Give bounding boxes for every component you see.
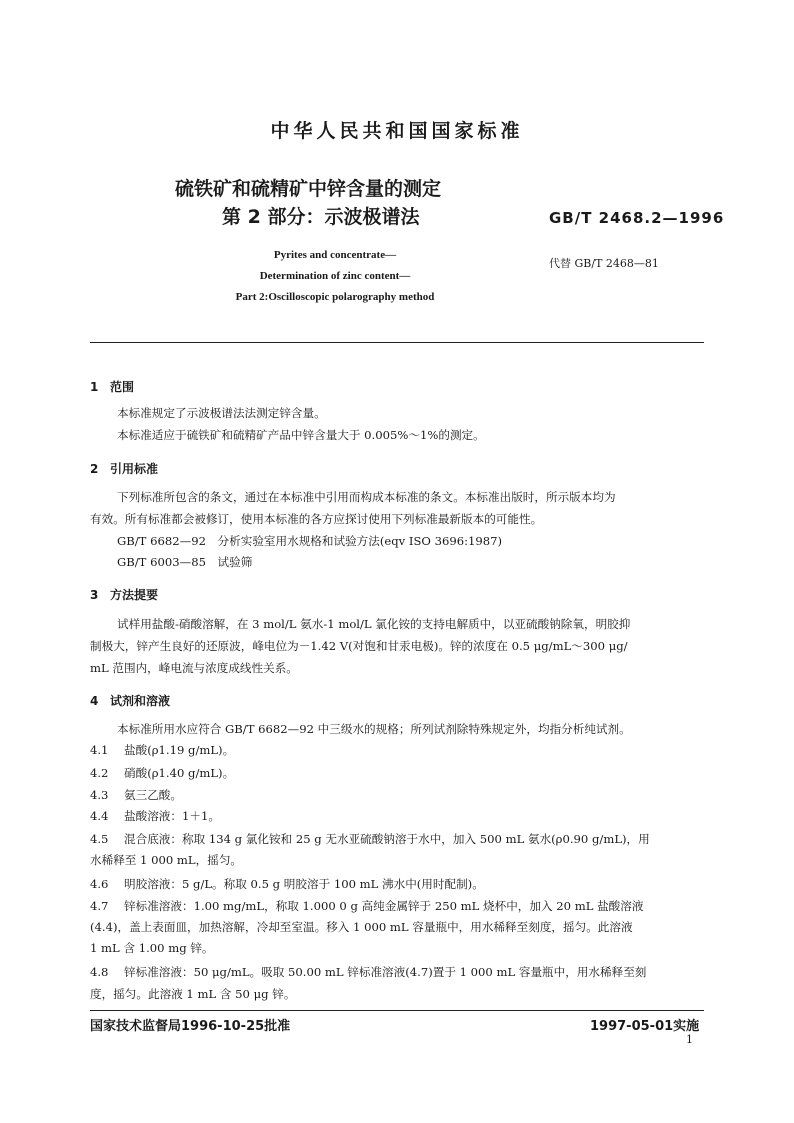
paragraph: 下列标准所包含的条文，通过在本标准中引用而构成本标准的条文。本标准出版时，所示版本均为 xyxy=(117,490,616,504)
item-number: 4.6 xyxy=(90,877,109,891)
english-title-line-2: Determination of zinc content— xyxy=(259,270,411,282)
footer-divider xyxy=(90,1010,704,1011)
paragraph: 本标准适应于硫铁矿和硫精矿产品中锌含量大于 0.005%～1%的测定。 xyxy=(117,428,485,442)
paragraph: mL 范围内，峰电流与浓度成线性关系。 xyxy=(90,661,298,675)
item-text: 明胶溶液：5 g/L。称取 0.5 g 明胶溶于 100 mL 沸水中(用时配制)。 xyxy=(124,877,484,891)
item-number: 4.3 xyxy=(90,788,109,802)
section-number: 1 xyxy=(90,380,99,394)
paragraph: 制极大，锌产生良好的还原波，峰电位为－1.42 V(对饱和甘汞电极)。锌的浓度在 0.5 μg/mL～300 μg/ xyxy=(90,639,628,653)
title-line-2: 第 2 部分：示波极谱法 xyxy=(222,206,420,228)
item-continuation: (4.4)，盖上表面皿，加热溶解，冷却至室温。移入 1 000 mL 容量瓶中，用水稀释至刻度，摇匀。此溶液 xyxy=(90,920,633,934)
section-number: 2 xyxy=(90,462,99,476)
item-number: 4.4 xyxy=(90,809,109,823)
list-item xyxy=(90,831,650,847)
title-divider xyxy=(90,342,704,343)
item-text: 混合底液：称取 134 g 氯化铵和 25 g 无水亚硫酸钠溶于水中，加入 500 mL 氨水(ρ0.90 g/mL)，用 xyxy=(124,832,650,846)
section-number: 3 xyxy=(90,588,99,602)
list-item xyxy=(90,876,484,892)
item-text: 硝酸(ρ1.40 g/mL)。 xyxy=(124,766,235,780)
page-number: 1 xyxy=(686,1033,693,1046)
item-text: 盐酸溶液：1＋1。 xyxy=(124,809,220,823)
title-line-1: 硫铁矿和硫精矿中锌含量的测定 xyxy=(175,178,442,200)
list-item xyxy=(90,964,646,980)
section-title: 试剂和溶液 xyxy=(110,694,171,708)
section-heading-4 xyxy=(90,692,170,709)
section-heading-2 xyxy=(90,460,158,477)
reference-standard: GB/T 6003—85 试验筛 xyxy=(117,555,253,569)
item-number: 4.8 xyxy=(90,965,109,979)
section-title: 范围 xyxy=(110,380,135,394)
standard-number: GB/T 2468.2—1996 xyxy=(549,209,725,227)
list-item xyxy=(90,765,234,781)
paragraph: 本标准所用水应符合 GB/T 6682—92 中三级水的规格；所列试剂除特殊规定外，均指分析纯试剂。 xyxy=(117,722,631,736)
item-continuation: 度，摇匀。此溶液 1 mL 含 50 μg 锌。 xyxy=(90,987,296,1001)
item-text: 氨三乙酸。 xyxy=(124,788,182,802)
reference-standard: GB/T 6682—92 分析实验室用水规格和试验方法(eqv ISO 3696:1987) xyxy=(117,534,503,548)
item-text: 盐酸(ρ1.19 g/mL)。 xyxy=(124,743,235,757)
section-heading-3 xyxy=(90,586,158,603)
implementation-date: 1997-05-01实施 xyxy=(590,1019,700,1034)
national-standard-header: 中华人民共和国国家标准 xyxy=(270,120,524,142)
item-number: 4.5 xyxy=(90,832,109,846)
item-text: 锌标准溶液：1.00 mg/mL，称取 1.000 0 g 高纯金属锌于 250 mL 烧杯中，加入 20 mL 盐酸溶液 xyxy=(124,899,644,913)
approval-note: 国家技术监督局1996-10-25批准 xyxy=(90,1019,291,1034)
paragraph: 本标准规定了示波极谱法法测定锌含量。 xyxy=(117,406,326,420)
item-number: 4.7 xyxy=(90,899,109,913)
english-title-line-3: Part 2:Oscilloscopic polarography method xyxy=(235,291,435,303)
english-title-line-1: Pyrites and concentrate— xyxy=(273,249,397,261)
list-item xyxy=(90,787,182,803)
paragraph: 有效。所有标准都会被修订，使用本标准的各方应探讨使用下列标准最新版本的可能性。 xyxy=(90,512,543,526)
section-number: 4 xyxy=(90,694,99,708)
item-continuation: 1 mL 含 1.00 mg 锌。 xyxy=(90,941,214,955)
list-item xyxy=(90,808,220,824)
item-number: 4.2 xyxy=(90,766,109,780)
paragraph: 试样用盐酸-硝酸溶解，在 3 mol/L 氨水-1 mol/L 氯化铵的支持电解质中，以亚硫酸钠除氧，明胶抑 xyxy=(117,617,631,631)
item-text: 锌标准溶液：50 μg/mL。吸取 50.00 mL 锌标准溶液(4.7)置于 1 000 mL 容量瓶中，用水稀释至刻 xyxy=(124,965,647,979)
replaces-note: 代替 GB/T 2468—81 xyxy=(549,257,659,270)
list-item xyxy=(90,742,234,758)
section-title: 方法提要 xyxy=(110,588,159,602)
section-title: 引用标准 xyxy=(110,462,159,476)
section-heading-1 xyxy=(90,378,134,395)
item-continuation: 水稀释至 1 000 mL，摇匀。 xyxy=(90,853,243,867)
list-item xyxy=(90,898,643,914)
item-number: 4.1 xyxy=(90,743,109,757)
